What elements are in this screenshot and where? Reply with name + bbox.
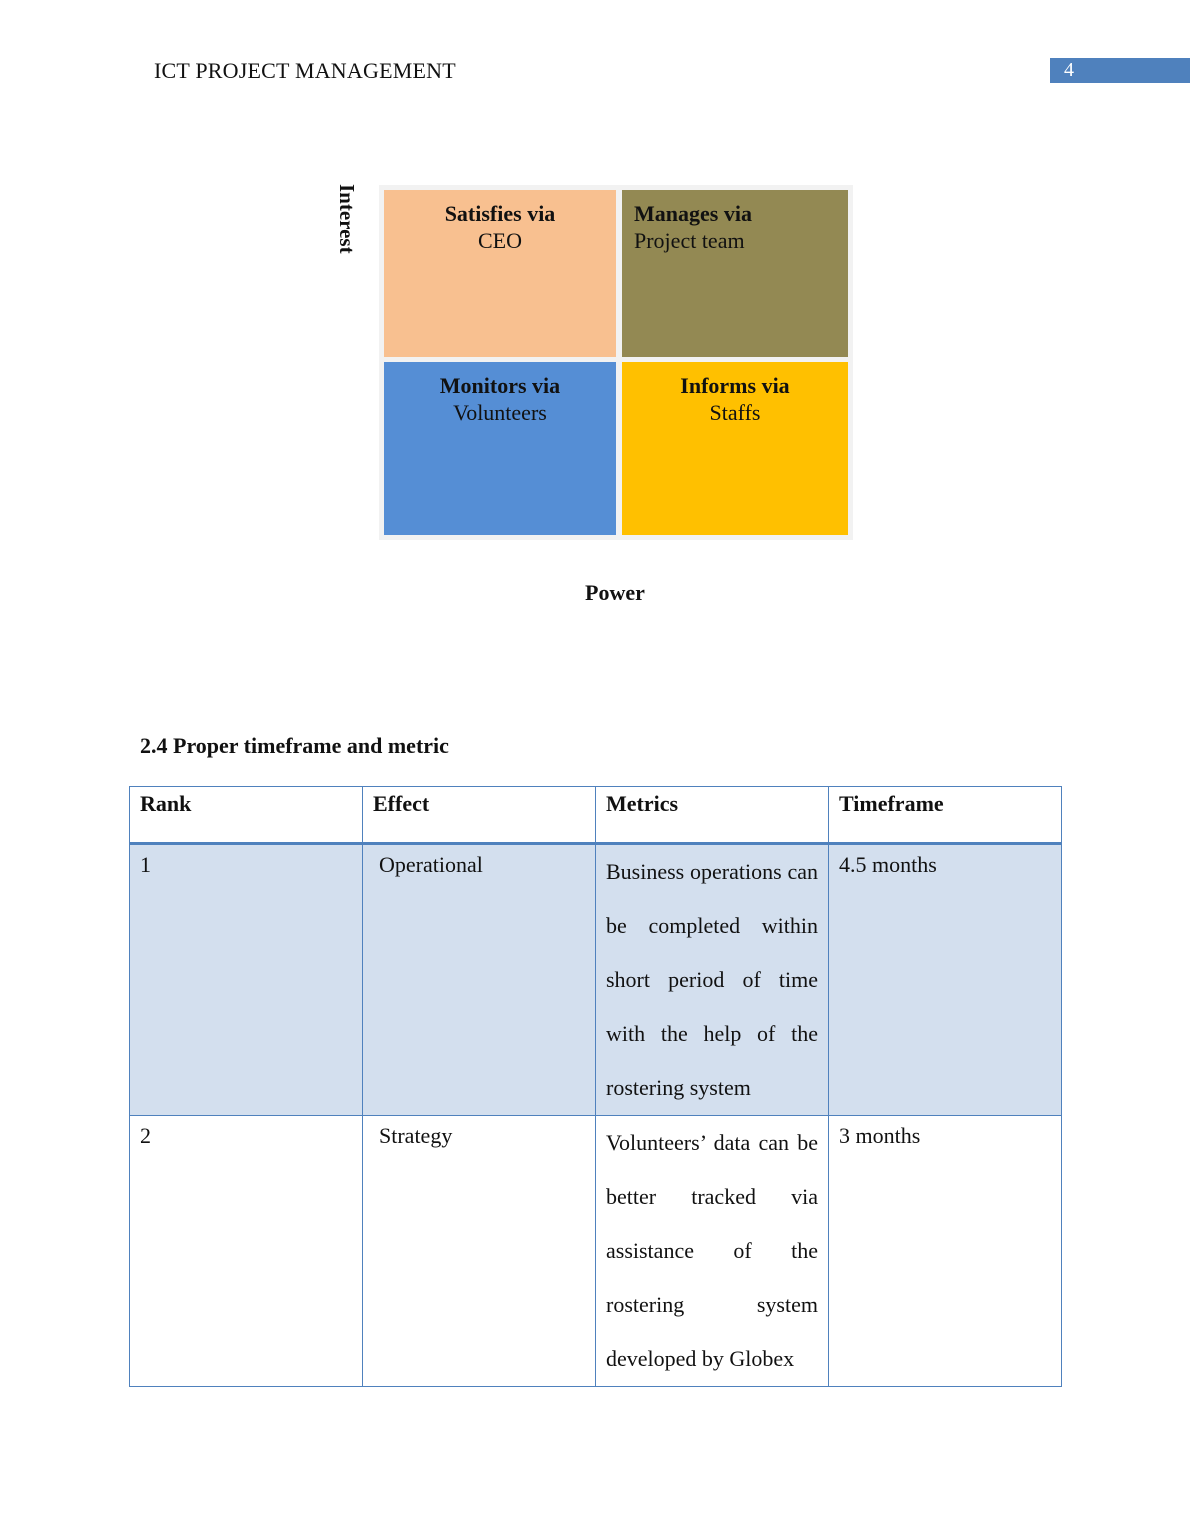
- grid-cell-body: Volunteers: [453, 400, 547, 425]
- grid-cell-manages: [622, 190, 848, 357]
- power-interest-grid: [379, 185, 853, 540]
- column-header-metrics: Metrics: [596, 787, 829, 844]
- page-number: 4: [1050, 58, 1190, 83]
- y-axis-label: Interest: [335, 184, 359, 254]
- grid-cell-heading: Monitors via: [439, 373, 561, 398]
- column-header-timeframe: Timeframe: [829, 787, 1062, 844]
- cell-effect: Strategy: [363, 1116, 596, 1387]
- cell-metrics: Volunteers’ data can be better tracked via assistance of the rostering system developed by Globex: [596, 1116, 829, 1387]
- grid-cell-monitors: [384, 362, 616, 535]
- column-header-effect: Effect: [363, 787, 596, 844]
- header-title: ICT PROJECT MANAGEMENT: [154, 58, 456, 83]
- grid-cell-heading: Informs via: [680, 373, 790, 398]
- grid-cell-body: CEO: [478, 228, 522, 253]
- cell-rank: 2: [130, 1116, 363, 1387]
- table-row: [130, 844, 1062, 1116]
- table-row: [130, 1116, 1062, 1387]
- cell-metrics: Business operations can be completed within short period of time with the help of the rostering system: [596, 844, 829, 1116]
- cell-timeframe: 3 months: [829, 1116, 1062, 1387]
- grid-cell-body: Staffs: [709, 400, 761, 425]
- timeframe-metric-table: [129, 786, 1062, 1387]
- table-header-row: [130, 787, 1062, 844]
- grid-cell-heading: Satisfies via: [444, 201, 556, 226]
- cell-timeframe: 4.5 months: [829, 844, 1062, 1116]
- x-axis-label: Power: [585, 580, 645, 605]
- cell-effect: Operational: [363, 844, 596, 1116]
- column-header-rank: Rank: [130, 787, 363, 844]
- grid-cell-body: Project team: [634, 228, 745, 253]
- grid-cell-satisfies: [384, 190, 616, 357]
- grid-cell-informs: [622, 362, 848, 535]
- section-heading: 2.4 Proper timeframe and metric: [140, 733, 449, 758]
- grid-cell-heading: Manages via: [634, 201, 752, 226]
- cell-rank: 1: [130, 844, 363, 1116]
